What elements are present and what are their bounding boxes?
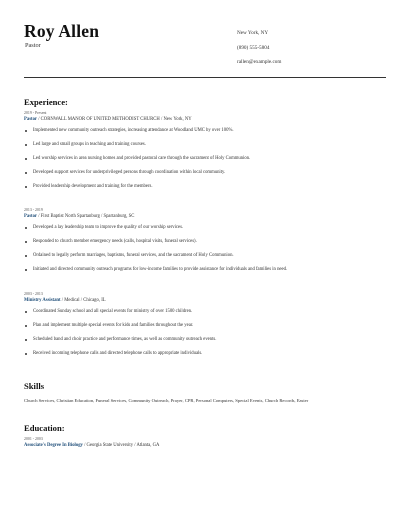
skills-heading: Skills xyxy=(24,381,45,391)
job-bullets xyxy=(24,127,386,197)
bullet-icon xyxy=(25,130,27,132)
header-divider xyxy=(24,77,386,78)
list-item: Led large and small groups in teaching and training courses. xyxy=(24,141,386,155)
job-role: Ministry Assistant xyxy=(24,298,61,303)
job-dates: 2013 - 2019 xyxy=(24,208,43,212)
bullet-icon xyxy=(25,172,27,174)
list-item: Developed support services for underprivileged persons through coordination within local community. xyxy=(24,169,386,183)
bullet-icon xyxy=(25,353,27,355)
bullet-icon xyxy=(25,227,27,229)
education-heading: Education: xyxy=(24,423,65,433)
contact-location: New York, NY xyxy=(237,30,269,36)
bullet-icon xyxy=(25,241,27,243)
list-item: Implemented new community outreach strategies, increasing attendance at Woodland UMC by over 100%. xyxy=(24,127,386,141)
job-line xyxy=(24,298,386,308)
job-line xyxy=(24,214,386,224)
job-org: / Medical / Chicago, IL xyxy=(60,298,106,303)
bullet-icon xyxy=(25,255,27,257)
job-bullets xyxy=(24,308,386,364)
list-item: Ordained to legally perform marriages, baptisms, funeral services, and the sacrament of Holy Communion. xyxy=(24,252,386,266)
bullet-icon xyxy=(25,144,27,146)
experience-heading: Experience: xyxy=(24,97,68,107)
job-line xyxy=(24,117,386,127)
bullet-icon xyxy=(25,158,27,160)
candidate-name: Roy Allen xyxy=(24,21,100,41)
list-item: Developed a lay leadership team to improve the quality of our worship services. xyxy=(24,224,386,238)
resume-page xyxy=(24,0,386,448)
resume-header xyxy=(24,0,386,77)
education-entry xyxy=(24,437,386,453)
bullet-icon xyxy=(25,311,27,313)
job-entry xyxy=(24,111,386,197)
skills-list: Church Services, Christian Education, Funeral Services, Community Outreach, Prayer, CPR, Personal Computers, Special Events, Church Records, Easter xyxy=(24,398,309,403)
job-dates: 2003 - 2013 xyxy=(24,292,43,296)
education-line xyxy=(24,443,386,453)
job-entry xyxy=(24,208,386,280)
job-org: / CORNWALL MANOR OF UNITED METHODIST CHURCH / New York, NY xyxy=(37,117,192,122)
job-role: Pastor xyxy=(24,117,38,122)
bullet-icon xyxy=(25,186,27,188)
candidate-title: Pastor xyxy=(25,42,41,49)
list-item: Plan and implement multiple special events for kids and families throughout the year. xyxy=(24,322,386,336)
list-item: Led worship services in area nursing homes and provided pastoral care through the sacrament of Holy Communion. xyxy=(24,155,386,169)
job-entry xyxy=(24,292,386,364)
bullet-icon xyxy=(25,269,27,271)
job-dates: 2019 - Present xyxy=(24,111,47,115)
list-item: Responded to church member emergency needs (calls, hospital visits, funeral services). xyxy=(24,238,386,252)
bullet-icon xyxy=(25,325,27,327)
job-bullets xyxy=(24,224,386,280)
education-dates: 2001 - 2003 xyxy=(24,437,43,441)
list-item: Coordinated Sunday school and all special events for ministry of over 1500 children. xyxy=(24,308,386,322)
contact-email: rallen@example.com xyxy=(237,59,282,65)
contact-block xyxy=(237,30,281,74)
education-degree: Associate's Degree In Biology xyxy=(24,443,83,448)
education-school: / Georgia State University / Atlanta, GA xyxy=(82,443,160,448)
bullet-icon xyxy=(25,339,27,341)
list-item: Scheduled band and choir practice and performance times, as well as community outreach events. xyxy=(24,336,386,350)
list-item: Received incoming telephone calls and directed telephone calls to appropriate individuals. xyxy=(24,350,386,364)
job-org: / First Baptist North Spartanburg / Spartanburg, SC xyxy=(37,214,135,219)
job-role: Pastor xyxy=(24,214,38,219)
contact-phone: (890) 555-5804 xyxy=(237,44,270,51)
list-item: Provided leadership development and training for the members. xyxy=(24,183,386,197)
list-item: Initiated and directed community outreach programs for low-income families to provide assistance for individuals and families in need. xyxy=(24,266,386,280)
